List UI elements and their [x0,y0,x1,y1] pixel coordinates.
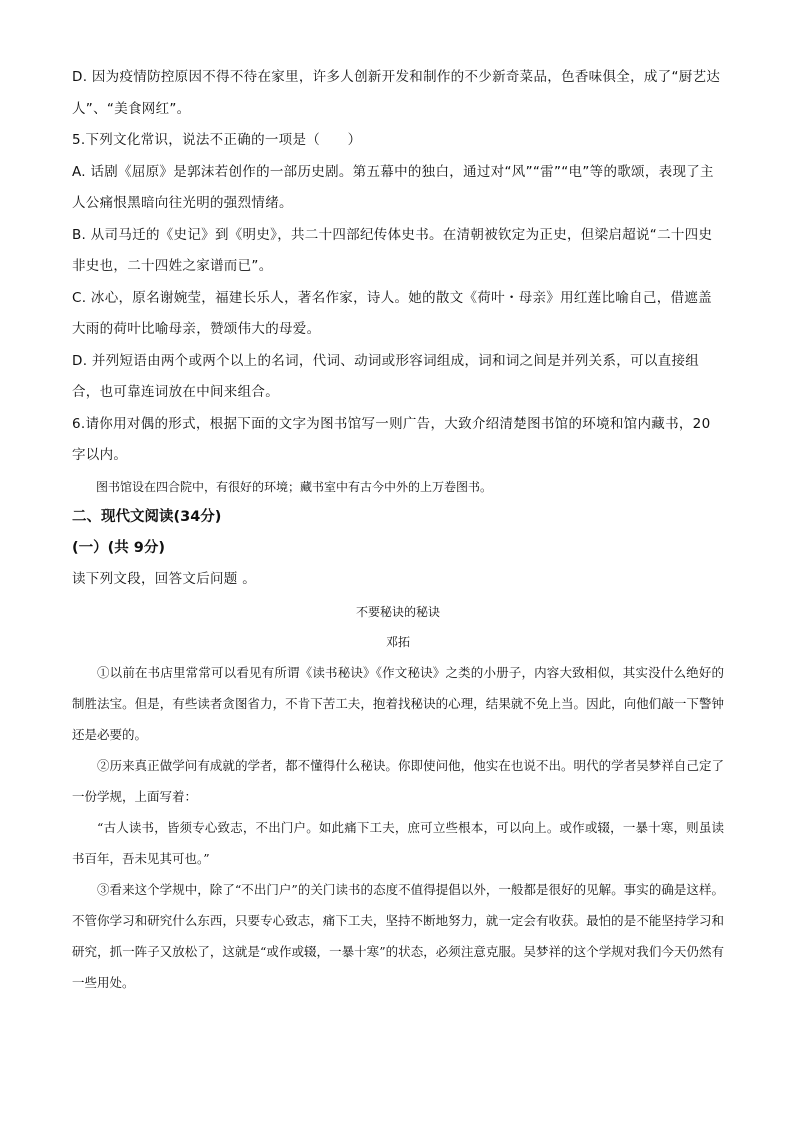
q6-stem: 6.请你用对偶的形式，根据下面的文字为图书馆写一则广告，大致介绍清楚图书馆的环境和馆内藏书，20字以内。 [72,415,711,463]
q5-option-a: A. 话剧《屈原》是郭沫若创作的一部历史剧。第五幕中的独白，通过对“风”“雷”“电”等的歌颂，表现了主人公痛恨黑暗向往光明的强烈情绪。 [72,163,714,211]
q6-material: 图书馆设在四合院中，有很好的环境；藏书室中有古今中外的上万卷图书。 [96,479,493,494]
q4-option-d: D. 因为疫情防控原因不得不待在家里，许多人创新开发和制作的不少新奇菜品，色香味俱全，成了“厨艺达人”、“美食网红”。 [72,69,721,117]
q5-option-b: B. 从司马迁的《史记》到《明史》，共二十四部纪传体史书。在清朝被钦定为正史，但梁启超说“二十四史非史也，二十四姓之家谱而已”。 [72,226,713,274]
section2-instruction: 读下列文段，回答文后问题 。 [72,570,256,587]
section2-part1: (一）(共 9分) [72,539,166,556]
article-paragraph-3: ③看来这个学规中，除了“不出门户”的关门读书的态度不值得提倡以外，一般都是很好的见解。事实的确是这样。不管你学习和研究什么东西，只要专心致志，痛下工夫，坚持不断地努力，就一定会有收获。最怕的是不能坚持学习和研究，抓一阵子又放松了，这就是“或作或辍，一暴十寒”的状态，必须注意克服。吴梦祥的这个学规对我们今天仍然有一些用处。 [72,882,724,990]
article-title: 不要秘诀的秘诀 [355,605,440,619]
article-quote: “古人读书，皆须专心致志，不出门户。如此痛下工夫，庶可立些根本，可以向上。或作或辍，一暴十寒，则虽读书百年，吾未见其可也。” [72,820,724,866]
article-paragraph-2: ②历来真正做学问有成就的学者，都不懂得什么秘诀。你即使问他，他实在也说不出。明代的学者吴梦祥自己定了一份学规，上面写着： [72,758,724,804]
article-author: 邓拓 [385,635,410,649]
section2-title: 二、现代文阅读(34分) [72,508,222,525]
q5-option-d: D. 并列短语由两个或两个以上的名词，代词、动词或形容词组成，词和词之间是并列关系，可以直接组合，也可靠连词放在中间来组合。 [72,352,700,400]
document-page [72,62,724,998]
q5-option-c: C. 冰心，原名谢婉莹，福建长乐人，著名作家，诗人。她的散文《荷叶・母亲》用红莲比喻自己，借遮盖大雨的荷叶比喻母亲，赞颂伟大的母爱。 [72,289,712,337]
article-paragraph-1: ①以前在书店里常常可以看见有所谓《读书秘诀》《作文秘诀》之类的小册子，内容大致相似，其实没什么绝好的制胜法宝。但是，有些读者贪图省力，不肯下苦工夫，抱着找秘诀的心理，结果就不免上当。因此，向他们敲一下警钟还是必要的。 [72,665,724,742]
q5-stem: 5.下列文化常识，说法不正确的一项是（ ） [72,132,362,148]
